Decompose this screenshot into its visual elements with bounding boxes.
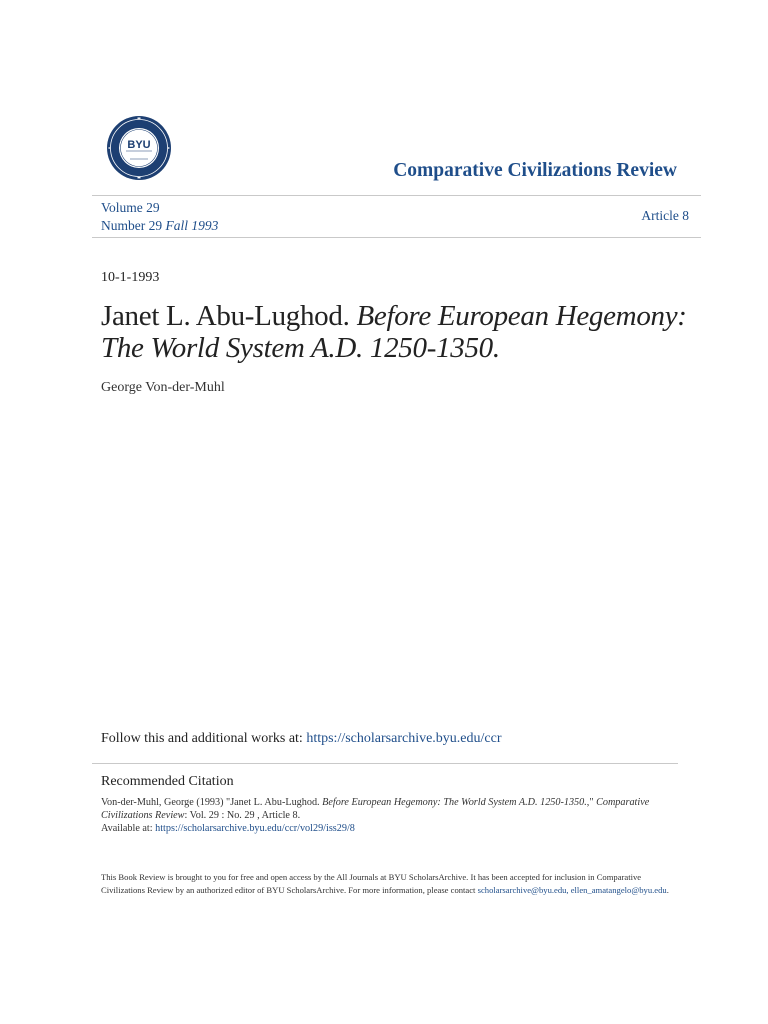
citation-text: [101, 796, 681, 835]
citation-book: Before European Hegemony: The World System A.D. 1250-1350.: [322, 797, 587, 808]
number-link[interactable]: Number 29: [101, 218, 163, 233]
citation-part2: ,": [586, 797, 594, 808]
open-access-notice: [101, 871, 681, 897]
follow-label: Follow this and additional works at:: [101, 731, 303, 746]
citation-journal: Comparative Civilizations Review: [101, 797, 650, 821]
citation-part3: : Vol. 29 : No. 29 , Article 8.: [184, 810, 301, 821]
title-book-line2: The World System A.D. 1250-1350.: [101, 332, 500, 364]
header-divider-top: [92, 195, 701, 196]
byu-seal-logo: [106, 115, 172, 181]
citation-divider: [92, 763, 678, 764]
citation-part1: Von-der-Muhl, George (1993) "Janet L. Abu-Lughod.: [101, 797, 320, 808]
recommended-citation-heading: Recommended Citation: [101, 774, 234, 789]
issue-season[interactable]: Fall 1993: [165, 218, 219, 233]
available-url-link[interactable]: https://scholarsarchive.byu.edu/ccr/vol29/iss29/8: [155, 823, 355, 834]
header-divider-bottom: [92, 237, 701, 238]
title-book-line1: Before European Hegemony:: [356, 300, 687, 332]
article-title: [101, 300, 701, 364]
journal-title-link[interactable]: Comparative Civilizations Review: [393, 160, 677, 181]
contact-email-2-link[interactable]: ellen_amatangelo@byu.edu: [570, 885, 667, 895]
contact-email-1-link[interactable]: scholarsarchive@byu.edu,: [477, 885, 569, 895]
notice-text: This Book Review is brought to you for free and open access by the All Journals at BYU ScholarsArchive. It has been accepted for inclusion in Comparative Civilizations Review by an authorized editor of BYU ScholarsArchive. For more information, please contact: [101, 872, 642, 895]
available-label: Available at:: [101, 823, 153, 834]
follow-line: [101, 731, 502, 747]
article-number-link[interactable]: Article 8: [641, 208, 689, 223]
seal-text: BYU: [127, 139, 151, 151]
title-author-part: Janet L. Abu-Lughod.: [101, 300, 350, 332]
publication-date: 10-1-1993: [101, 270, 160, 285]
number-issue[interactable]: [101, 217, 218, 235]
follow-url-link[interactable]: https://scholarsarchive.byu.edu/ccr: [306, 731, 502, 746]
article-author: George Von-der-Muhl: [101, 380, 225, 395]
notice-end: .: [666, 885, 669, 895]
volume-link[interactable]: Volume 29: [101, 200, 160, 215]
volume-info: [101, 199, 218, 235]
